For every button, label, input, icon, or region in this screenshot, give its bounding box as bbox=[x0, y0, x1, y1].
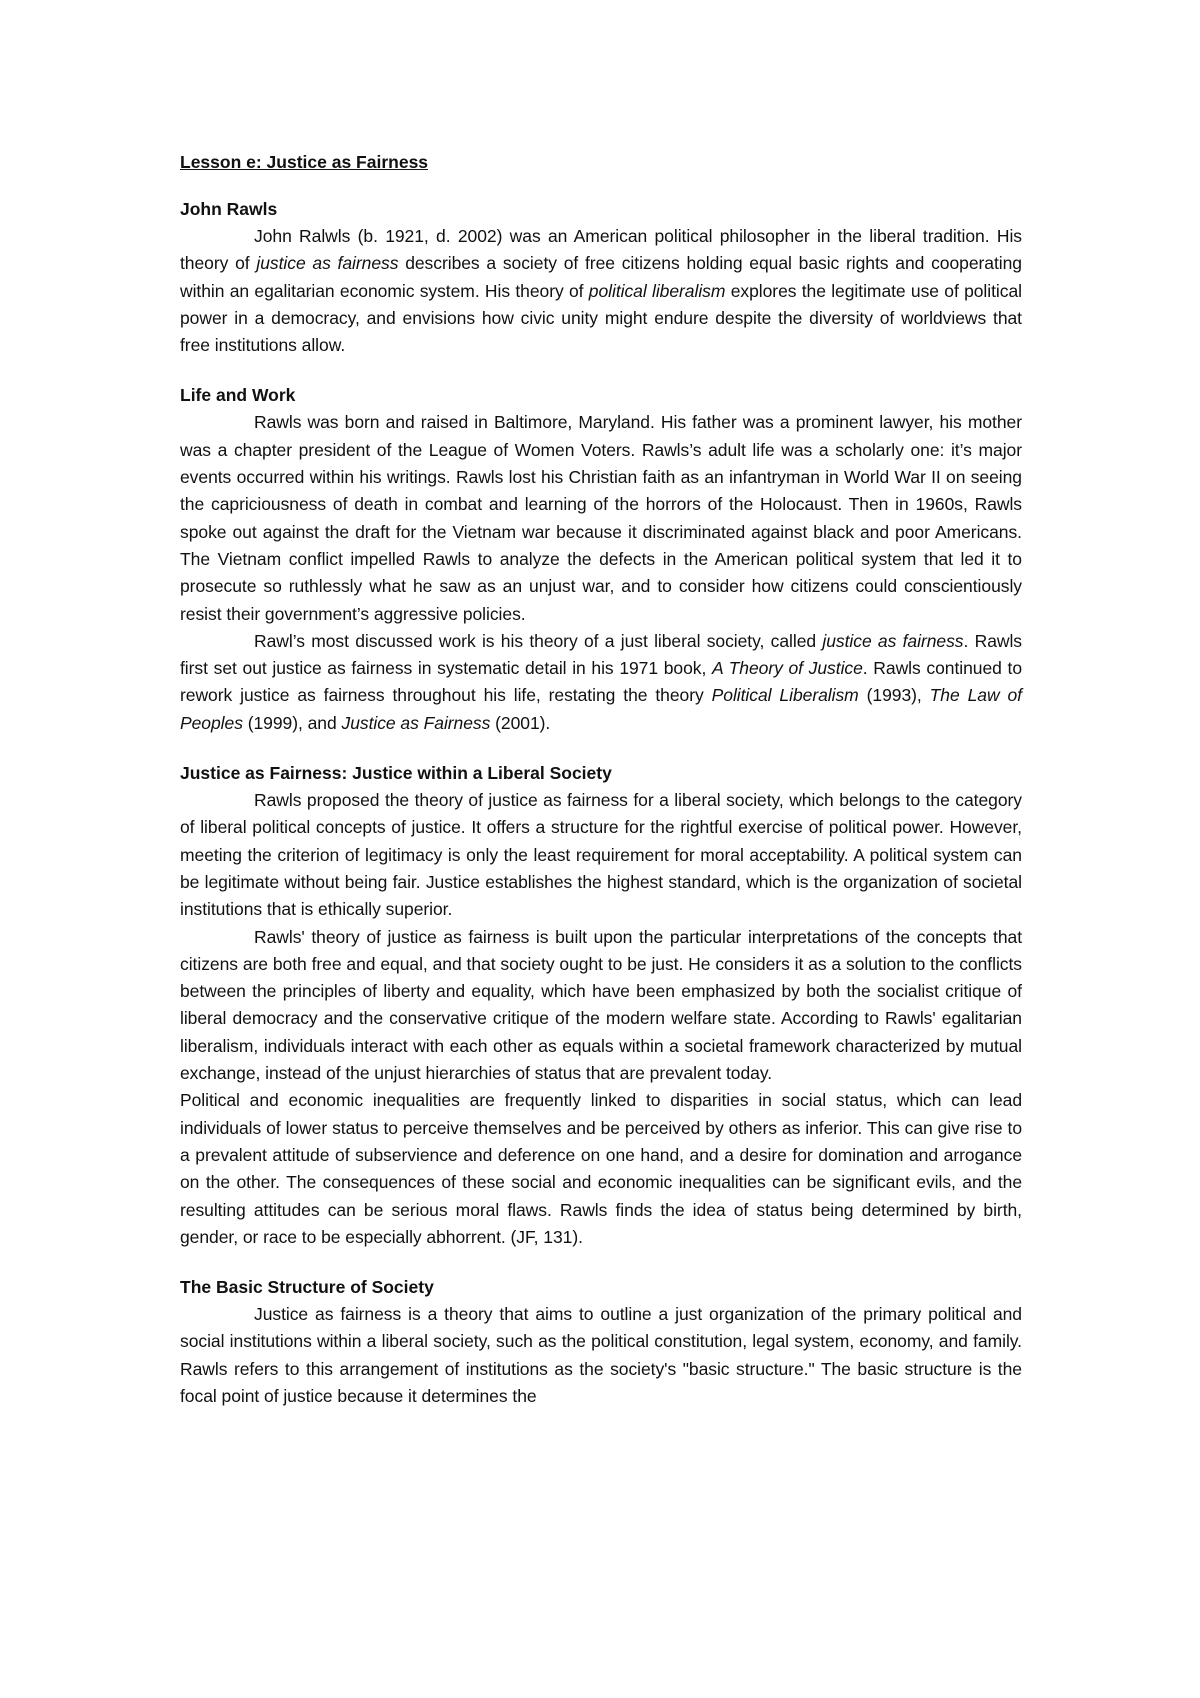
paragraph: Rawls proposed the theory of justice as fairness for a liberal society, which belongs to the category of liberal political concepts of justice. It offers a structure for the rightful exercise of political power. However, meeting the criterion of legitimacy is only the least requirement for moral acceptability. A political system can be legitimate without being fair. Justice establishes the highest standard, which is the organization of societal institutions that is ethically superior. bbox=[180, 790, 1022, 920]
paragraph: Rawls was born and raised in Baltimore, Maryland. His father was a prominent lawyer, his mother was a chapter president of the League of Women Voters. Rawls’s adult life was a scholarly one: it’s major events occurred within his writings. Rawls lost his Christian faith as an infantryman in World War II on seeing the capriciousness of death in combat and learning of the horrors of the Holocaust. Then in 1960s, Rawls spoke out against the draft for the Vietnam war because it discriminated against black and poor Americans. The Vietnam conflict impelled Rawls to analyze the defects in the American political system that led it to prosecute so ruthlessly what he saw as an unjust war, and to consider how citizens could conscientiously resist their government’s aggressive policies. bbox=[180, 412, 1022, 624]
section-heading: John Rawls bbox=[180, 199, 278, 219]
section-john-rawls bbox=[180, 196, 1022, 359]
paragraph: Rawls' theory of justice as fairness is built upon the particular interpretations of the concepts that citizens are both free and equal, and that society ought to be just. He considers it as a solution to the conflicts between the principles of liberty and equality, which have been emphasized by both the socialist critique of liberal democracy and the conservative critique of the modern welfare state. According to Rawls' egalitarian liberalism, individuals interact with each other as equals within a societal framework characterized by mutual exchange, instead of the unjust hierarchies of status that are prevalent today. bbox=[180, 926, 1022, 1084]
section-basic-structure bbox=[180, 1274, 1022, 1410]
paragraph: Political and economic inequalities are frequently linked to disparities in social status, which can lead individuals of lower status to perceive themselves and be perceived by others as inferior. This can give rise to a prevalent attitude of subservience and deference on one hand, and a desire for domination and arrogance on the other. The consequences of these social and economic inequalities can be significant evils, and the resulting attitudes can be serious moral flaws. Rawls finds the idea of status being determined by birth, gender, or race to be especially abhorrent. (JF, 131). bbox=[180, 1090, 1022, 1247]
section-justice-liberal-society bbox=[180, 760, 1022, 1251]
section-heading: Life and Work bbox=[180, 385, 296, 406]
paragraph: John Ralwls (b. 1921, d. 2002) was an American political philosopher in the liberal tradition. His theory of justice as fairness describes a society of free citizens holding equal basic rights and cooperating within an egalitarian economic system. His theory of political liberalism explores the legitimate use of political power in a democracy, and envisions how civic unity might endure despite the diversity of worldviews that free institutions allow. bbox=[180, 226, 1022, 356]
section-heading: The Basic Structure of Society bbox=[180, 1277, 434, 1298]
paragraph: Rawl’s most discussed work is his theory of a just liberal society, called justice as fairness. Rawls first set out justice as fairness in systematic detail in his 1971 book, A Theory of Justice. Rawls continued to rework justice as fairness throughout his life, restating the theory Political Liberalism (1993), The Law of Peoples (1999), and Justice as Fairness (2001). bbox=[180, 630, 1023, 733]
section-life-and-work bbox=[180, 382, 1022, 737]
section-heading: Justice as Fairness: Justice within a Liberal Society bbox=[180, 763, 612, 784]
document-title: Lesson e: Justice as Fairness bbox=[180, 152, 429, 172]
paragraph: Justice as fairness is a theory that aims to outline a just organization of the primary political and social institutions within a liberal society, such as the political constitution, legal system, economy, and family. Rawls refers to this arrangement of institutions as the society's "basic structure." The basic structure is the focal point of justice because it determines the bbox=[180, 1304, 1022, 1406]
document-body bbox=[180, 149, 1022, 1433]
